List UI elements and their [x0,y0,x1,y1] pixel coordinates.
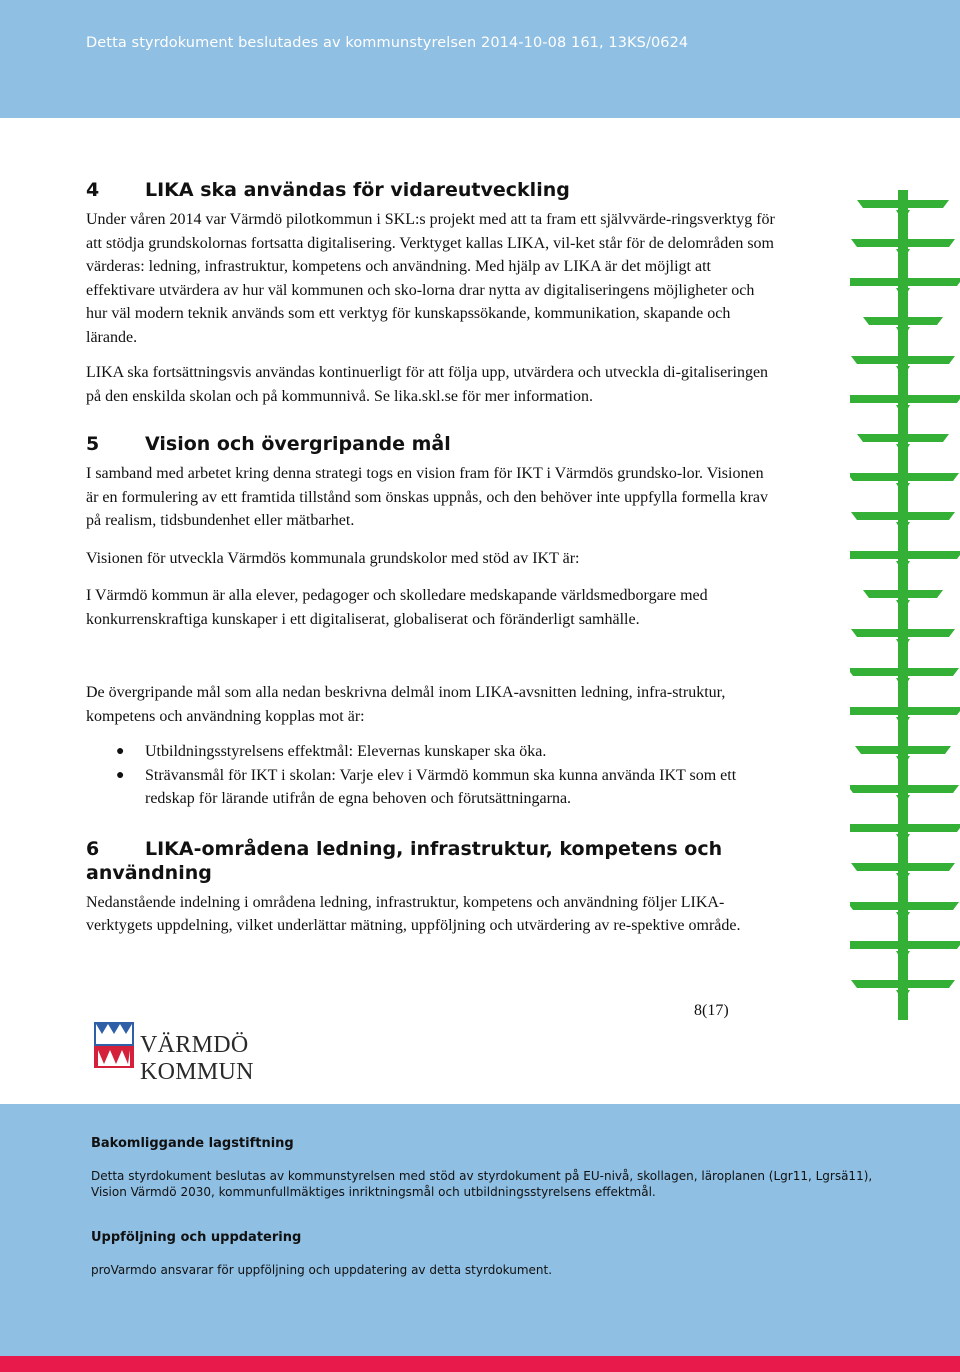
tree-branch [850,941,960,949]
footer-text: Detta styrdokument beslutas av kommunstyrelsen med stöd av styrdokument på EU-nivå, skollagen, läroplanen (Lgr11, Lgrsä11), Vision Värmdö 2030, kommunfullmäktiges inriktningsmål och utbildningsstyrelsens effektmål. [91,1169,873,1199]
header-band [0,0,960,118]
tree-branch [855,746,951,754]
bullet-icon: ● [116,767,125,783]
paragraph: De övergripande mål som alla nedan beskrivna delmål inom LIKA-avsnitten ledning, infra-struktur, kompetens och användning kopplas mot är: [86,684,726,725]
section-title: LIKA-områdena ledning, infrastruktur, kompetens och användning [86,837,723,884]
paragraph: Nedanstående indelning i områdena ledning, infrastruktur, kompetens och användning följer LIKA-verktygets uppdelning, vilket underlättar mätning, uppföljning och utvärdering av re-spektive område. [86,893,741,934]
tree-branch [850,473,959,481]
paragraph: Under våren 2014 var Värmdö pilotkommun i SKL:s projekt med att ta fram ett självvärde-ringsverktyg för att stödja grundskolornas fortsatta digitalisering. Verktyget kallas LIKA, vil-ket står för de delområden som värderas: ledning, infrastruktur, kompetens och användning. Med hjälp av LIKA är det möjligt att effektivare utvärdera av hur väl kommunen och sko-lorna drar nytta av digitaliseringens möjligheter och hur väl modern teknik används som ett verktyg för kunskapssökande, kommunikation, skapande och lärande. [86,211,775,346]
footer-title: Uppföljning och uppdatering [91,1230,302,1245]
tree-branch [851,512,955,520]
tree-branch [850,668,959,676]
bottom-stripe [0,1356,960,1372]
decorative-tree-graphic [850,190,960,1020]
tree-branch [850,395,960,403]
section5-heading [86,432,776,456]
tree-branch [850,824,960,832]
tree-branch [851,629,955,637]
logo-crowns-icon [94,1020,134,1070]
section4-heading [86,178,776,202]
section-number: 5 [86,433,100,455]
main-content [86,178,776,938]
tree-branch [851,863,955,871]
list-item: ● Utbildningsstyrelsens effektmål: Elevernas kunskaper ska öka. [86,740,776,764]
tree-branch [850,707,960,715]
logo-text: VÄRMDÖ KOMMUN [140,1032,254,1085]
footer [0,1104,960,1356]
tree-branch [857,200,949,208]
tree-branch [863,317,943,325]
tree-branch [850,902,959,910]
decision-text: Detta styrdokument beslutades av kommunstyrelsen 2014-10-08 161, 13KS/0624 [86,35,689,51]
vision-statement: I Värmdö kommun är alla elever, pedagoger och skolledare medskapande världsmedborgare med konkurrenskraftiga kunskaper i ett digitaliserat, globaliserat och föränderligt samhälle. [86,587,708,628]
paragraph: I samband med arbetet kring denna strategi togs en vision fram för IKT i Värmdös grundsko-lor. Visionen är en formulering av ett framtida tillstånd som önskas uppnås, och den behöver inte uppfylla formella krav på realism, tidsbundenhet eller mätbarhet. [86,465,769,529]
footer-title: Bakomliggande lagstiftning [91,1136,294,1151]
section-title: Vision och övergripande mål [145,433,451,455]
list-item: ● Strävansmål för IKT i skolan: Varje elev i Värmdö kommun ska kunna använda IKT som ett redskap för lärande utifrån de egna behoven och förutsättningarna. [86,764,776,811]
tree-branch [851,356,955,364]
tree-branch [851,980,955,988]
tree-branch [850,278,960,286]
paragraph: LIKA ska fortsättningsvis användas kontinuerligt för att följa upp, utvärdera och utveckla di-gitaliseringen på den enskilda skolan och på kommunnivå. Se lika.skl.se för mer information. [86,364,769,405]
section-number: 6 [86,837,100,860]
bullet-icon: ● [116,744,125,759]
section-number: 4 [86,179,100,201]
footer-text: proVarmdo ansvarar för uppföljning och uppdatering av detta styrdokument. [91,1263,553,1277]
tree-branch [863,590,943,598]
tree-branch [851,239,955,247]
page-number: 8(17) [694,1002,729,1019]
tree-branch [850,785,959,793]
logo [94,1020,354,1085]
tree-branch [850,551,960,559]
tree-branch [857,434,949,442]
section-title: LIKA ska användas för vidareutveckling [145,179,570,201]
section6-heading [86,837,776,885]
goal-list [86,740,776,811]
paragraph: Visionen för utveckla Värmdös kommunala grundskolor med stöd av IKT är: [86,549,580,567]
